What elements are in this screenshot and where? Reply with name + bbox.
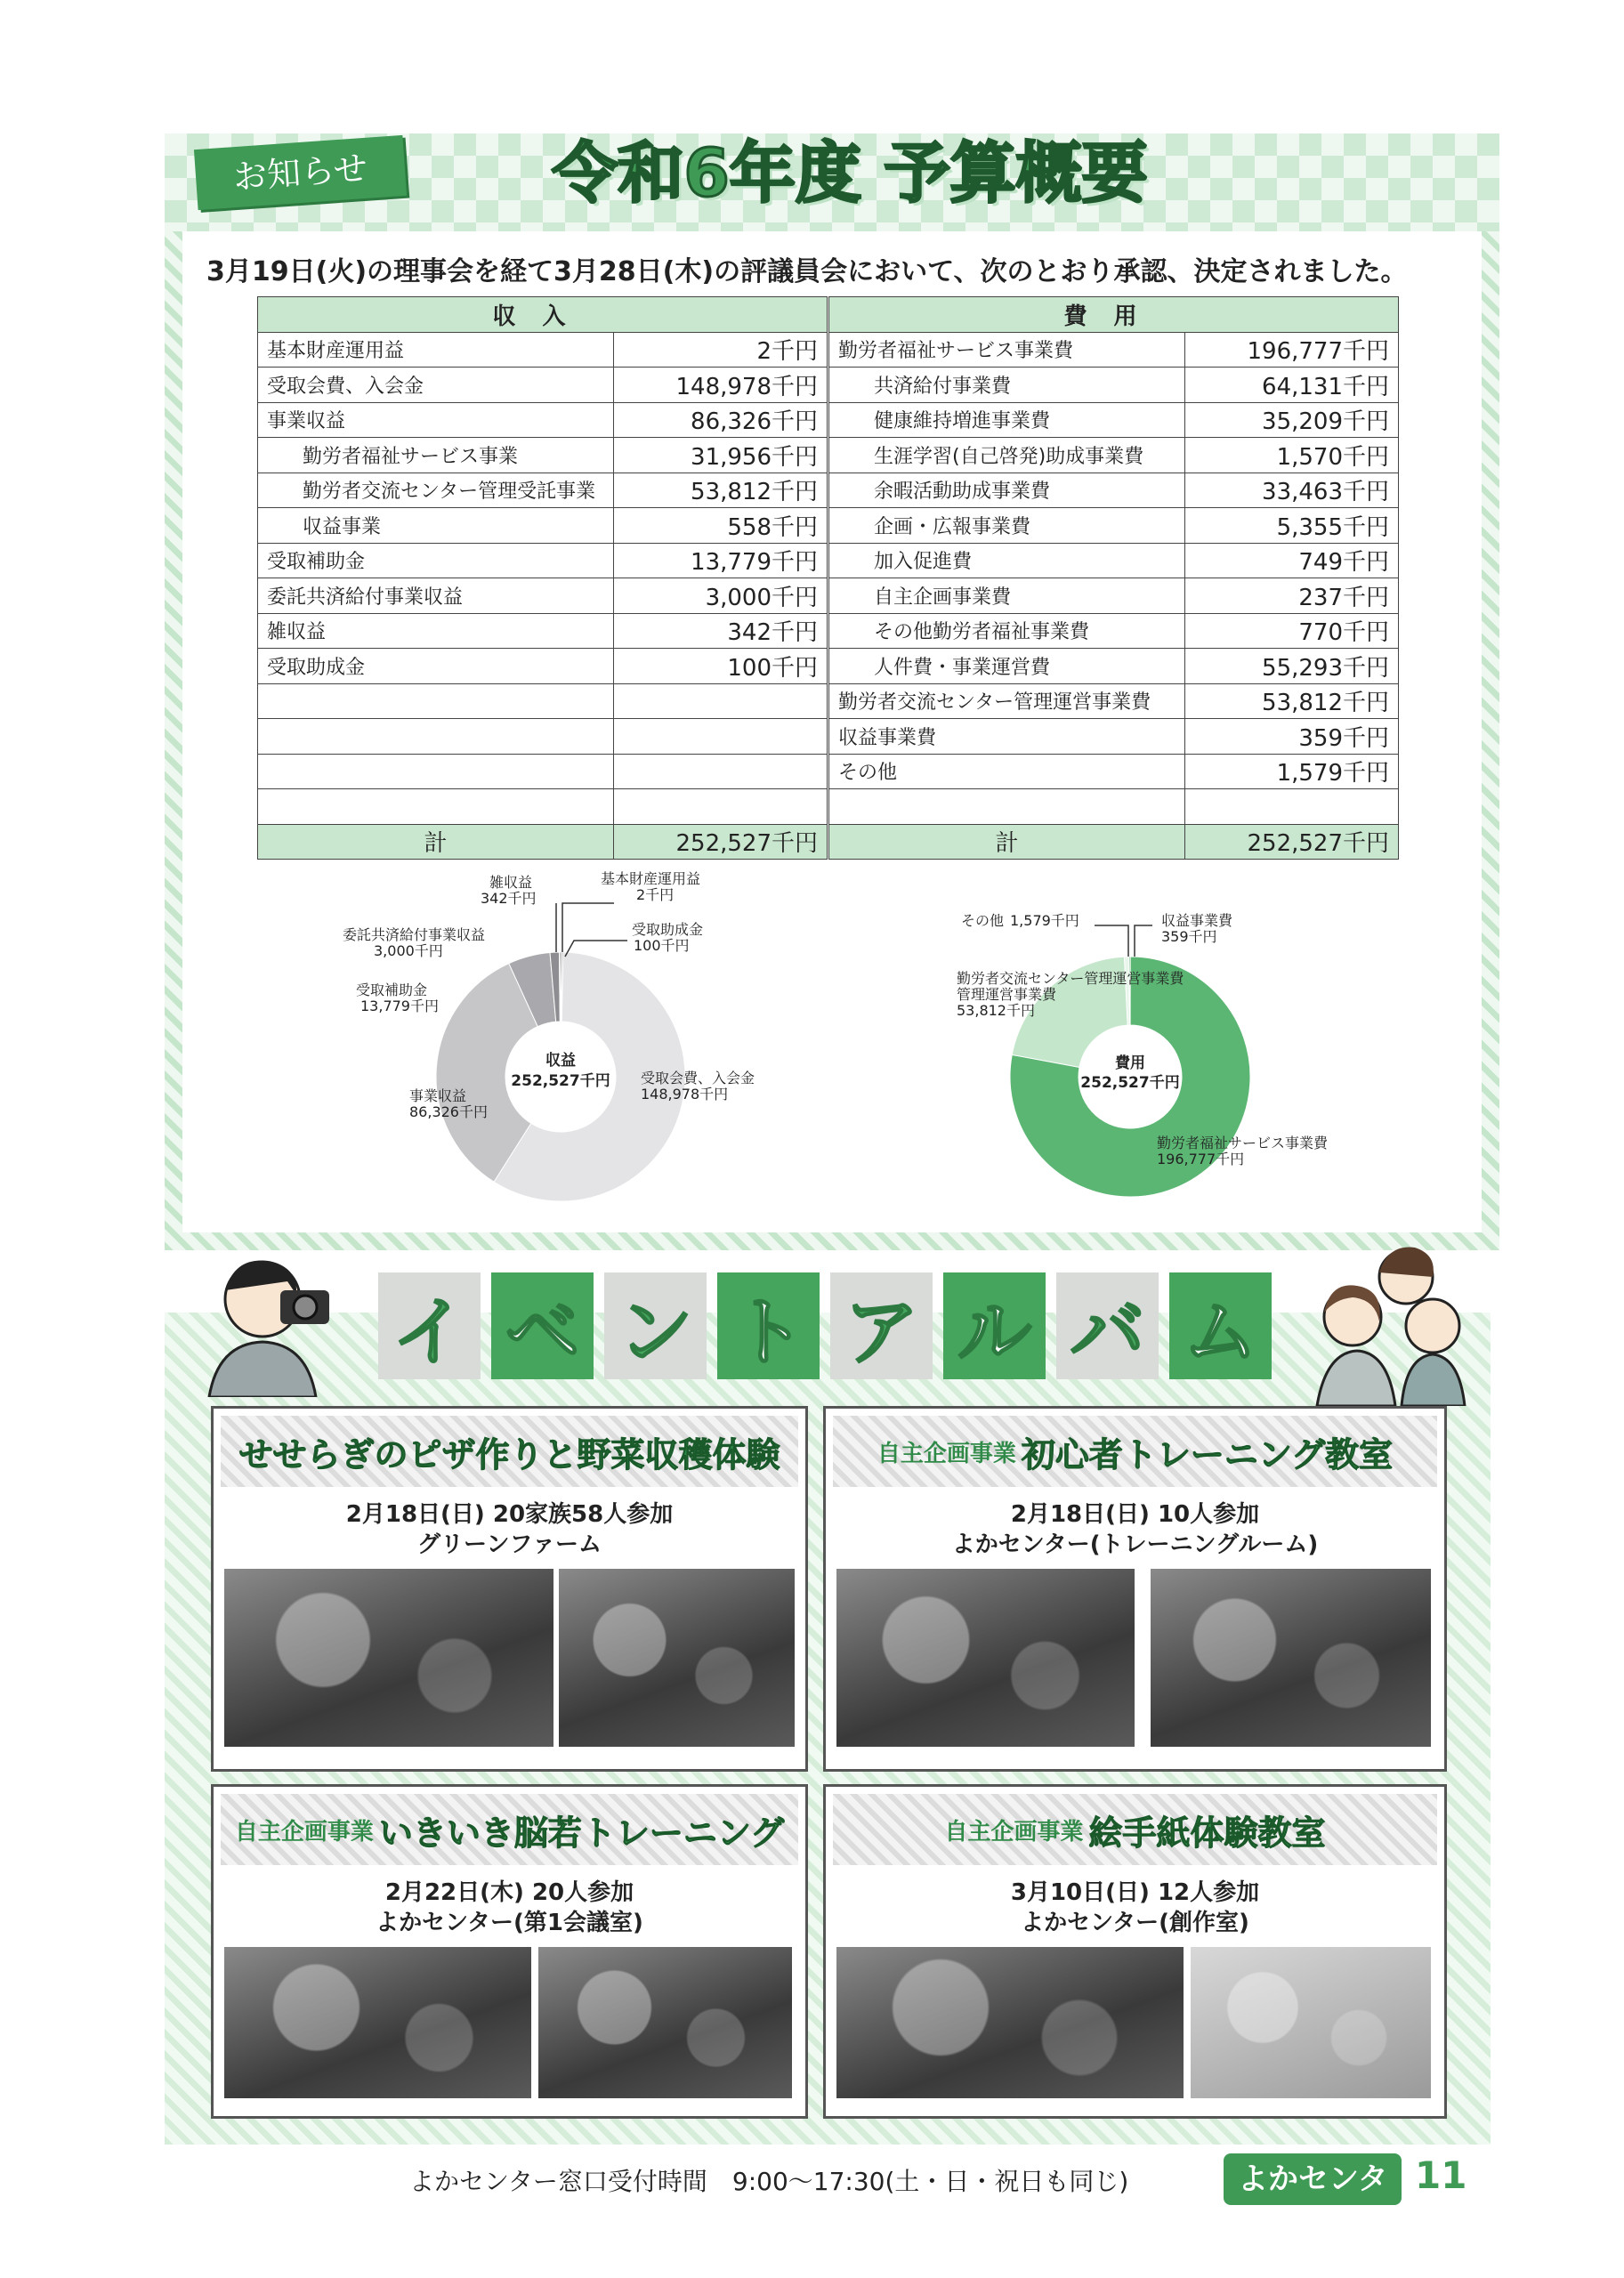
expense-label: 自主企画事業費 bbox=[829, 578, 1185, 614]
leader-line bbox=[562, 903, 614, 952]
expense-label: その他勤労者福祉事業費 bbox=[829, 613, 1185, 649]
donut-slice bbox=[1129, 957, 1130, 1025]
yoka-center-logo: よかセンター bbox=[1224, 2153, 1402, 2205]
event-title: 絵手紙体験教室 bbox=[1088, 1813, 1326, 1853]
income-table bbox=[257, 296, 828, 860]
event-photo bbox=[224, 1569, 553, 1747]
income-slice-label: 事業収益 bbox=[409, 1087, 467, 1104]
income-total-label: 計 bbox=[258, 824, 614, 860]
event-place: よかセンター(第1会議室) bbox=[376, 1910, 643, 1936]
lead-text: 3月19日(火)の理事会を経て3月28日(木)の評議員会において、次のとおり承認、決定されました。 bbox=[206, 256, 1408, 287]
footer-hours: よかセンター窓口受付時間 9:00～17:30(土・日・祝日も同じ) bbox=[409, 2167, 1129, 2196]
event-place: グリーンファーム bbox=[417, 1531, 602, 1558]
expense-label: その他 bbox=[829, 754, 1185, 789]
expense-value: 33,463千円 bbox=[1185, 473, 1399, 508]
income-label: 勤労者交流センター管理受託事業 bbox=[258, 473, 614, 508]
income-header: 収入 bbox=[258, 297, 828, 333]
expense-label: 勤労者交流センター管理運営事業費 bbox=[829, 683, 1185, 719]
income-center-label: 収益 bbox=[545, 1052, 576, 1070]
income-label: 事業収益 bbox=[258, 402, 614, 438]
expense-total-label: 計 bbox=[829, 824, 1185, 860]
income-slice-value: 342千円 bbox=[481, 890, 537, 907]
event-prefix: 自主企画事業 bbox=[234, 1818, 374, 1846]
album-title bbox=[378, 1272, 1272, 1384]
income-slice-value: 86,326千円 bbox=[409, 1103, 488, 1120]
leader-line bbox=[1135, 925, 1152, 957]
income-label: 委託共済給付事業収益 bbox=[258, 578, 614, 614]
income-value: 86,326千円 bbox=[614, 402, 828, 438]
income-value: 100千円 bbox=[614, 649, 828, 684]
expense-value: 196,777千円 bbox=[1185, 332, 1399, 368]
income-slice-value: 2千円 bbox=[636, 886, 675, 903]
expense-value: 53,812千円 bbox=[1185, 683, 1399, 719]
income-center-value: 252,527千円 bbox=[511, 1072, 610, 1090]
expense-value: 35,209千円 bbox=[1185, 402, 1399, 438]
expense-center-value: 252,527千円 bbox=[1080, 1074, 1180, 1092]
expense-slice-label: 勤労者交流センター管理運営事業費 bbox=[957, 970, 1184, 987]
income-label: 受取会費、入会金 bbox=[258, 368, 614, 403]
expense-donut-chart bbox=[952, 903, 1450, 1224]
event-place: よかセンター(創作室) bbox=[1021, 1910, 1249, 1936]
album-title-char: ン bbox=[604, 1272, 707, 1379]
expense-slice-value: 53,812千円 bbox=[957, 1002, 1035, 1019]
event-place: よかセンター(トレーニングルーム) bbox=[951, 1531, 1319, 1558]
event-card bbox=[823, 1784, 1447, 2119]
expense-slice-label: その他 bbox=[961, 912, 1005, 929]
event-card bbox=[211, 1784, 808, 2119]
empty-cell bbox=[258, 683, 614, 719]
album-title-char: バ bbox=[1056, 1272, 1159, 1379]
income-donut-chart bbox=[320, 868, 819, 1224]
empty-cell bbox=[258, 789, 614, 825]
photographer-illustration bbox=[200, 1246, 351, 1397]
empty-cell bbox=[258, 719, 614, 755]
income-value: 53,812千円 bbox=[614, 473, 828, 508]
income-slice-value: 148,978千円 bbox=[641, 1086, 729, 1103]
income-value: 148,978千円 bbox=[614, 368, 828, 403]
income-label: 勤労者福祉サービス事業 bbox=[258, 438, 614, 473]
expense-slice-value: 196,777千円 bbox=[1157, 1151, 1245, 1167]
empty-cell bbox=[614, 719, 828, 755]
expense-label: 健康維持増進事業費 bbox=[829, 402, 1185, 438]
income-slice-label: 受取助成金 bbox=[632, 921, 704, 938]
event-photo bbox=[559, 1569, 795, 1747]
album-title-char: ル bbox=[943, 1272, 1046, 1379]
page-number: 11 bbox=[1415, 2153, 1467, 2197]
page-title: 令和6年度 予算概要 bbox=[552, 135, 1148, 212]
expense-value: 5,355千円 bbox=[1185, 508, 1399, 544]
expense-header: 費用 bbox=[829, 297, 1399, 333]
expense-value: 770千円 bbox=[1185, 613, 1399, 649]
album-title-char: ム bbox=[1169, 1272, 1272, 1379]
expense-value: 1,570千円 bbox=[1185, 438, 1399, 473]
expense-value: 64,131千円 bbox=[1185, 368, 1399, 403]
expense-slice-label: 勤労者福祉サービス事業費 bbox=[1157, 1135, 1329, 1151]
income-value: 342千円 bbox=[614, 613, 828, 649]
event-title: 初心者トレーニング教室 bbox=[1021, 1434, 1394, 1474]
expense-label: 収益事業費 bbox=[829, 719, 1185, 755]
album-title-char: イ bbox=[378, 1272, 481, 1379]
expense-value: 749千円 bbox=[1185, 543, 1399, 578]
empty-cell bbox=[614, 683, 828, 719]
expense-slice-label: 収益事業費 bbox=[1161, 912, 1233, 929]
expense-center-label: 費用 bbox=[1115, 1054, 1145, 1072]
empty-cell bbox=[258, 754, 614, 789]
album-title-char: ア bbox=[830, 1272, 933, 1379]
empty-cell bbox=[614, 789, 828, 825]
expense-value: 359千円 bbox=[1185, 719, 1399, 755]
expense-slice-value: 1,579千円 bbox=[1010, 912, 1079, 929]
event-card bbox=[211, 1406, 808, 1772]
income-value: 558千円 bbox=[614, 508, 828, 544]
expense-label: 加入促進費 bbox=[829, 543, 1185, 578]
income-slice-value: 100千円 bbox=[634, 937, 690, 954]
expense-slice-value: 359千円 bbox=[1161, 928, 1217, 945]
event-date: 3月10日(日) 12人参加 bbox=[1010, 1879, 1260, 1906]
expense-label: 余暇活動助成事業費 bbox=[829, 473, 1185, 508]
income-total-value: 252,527千円 bbox=[614, 824, 828, 860]
event-card-header bbox=[221, 1416, 798, 1487]
income-slice-value: 3,000千円 bbox=[374, 942, 443, 959]
event-title: いきいき脳若トレーニング bbox=[378, 1813, 785, 1853]
expense-label: 人件費・事業運営費 bbox=[829, 649, 1185, 684]
event-photo bbox=[836, 1569, 1135, 1747]
expense-sublabel: 管理運営事業費 bbox=[957, 986, 1057, 1003]
income-slice-value: 13,779千円 bbox=[360, 998, 439, 1014]
event-prefix: 自主企画事業 bbox=[944, 1818, 1084, 1846]
income-label: 収益事業 bbox=[258, 508, 614, 544]
event-card-header bbox=[221, 1794, 798, 1865]
expense-label: 勤労者福祉サービス事業費 bbox=[829, 332, 1185, 368]
event-card-header bbox=[833, 1794, 1437, 1865]
family-illustration bbox=[1290, 1237, 1468, 1406]
expense-label: 企画・広報事業費 bbox=[829, 508, 1185, 544]
income-slice-label: 委託共済給付事業収益 bbox=[343, 926, 486, 943]
expense-value: 55,293千円 bbox=[1185, 649, 1399, 684]
album-title-char: ト bbox=[717, 1272, 820, 1379]
leader-line bbox=[1095, 925, 1128, 957]
event-photo bbox=[538, 1947, 792, 2098]
expense-total-value: 252,527千円 bbox=[1185, 824, 1399, 860]
income-value: 13,779千円 bbox=[614, 543, 828, 578]
empty-cell bbox=[829, 789, 1185, 825]
expense-value: 1,579千円 bbox=[1185, 754, 1399, 789]
empty-cell bbox=[1185, 789, 1399, 825]
income-value: 31,956千円 bbox=[614, 438, 828, 473]
income-label: 受取助成金 bbox=[258, 649, 614, 684]
expense-label: 生涯学習(自己啓発)助成事業費 bbox=[829, 438, 1185, 473]
event-card bbox=[823, 1406, 1447, 1772]
event-date: 2月18日(日) 20家族58人参加 bbox=[345, 1501, 674, 1528]
event-prefix: 自主企画事業 bbox=[877, 1440, 1016, 1467]
income-value: 2千円 bbox=[614, 332, 828, 368]
notice-tag: お知らせ bbox=[194, 135, 407, 210]
income-slice-label: 基本財産運用益 bbox=[601, 870, 701, 887]
income-label: 基本財産運用益 bbox=[258, 332, 614, 368]
event-photo bbox=[1191, 1947, 1431, 2098]
income-slice-label: 受取補助金 bbox=[356, 981, 428, 998]
event-date: 2月18日(日) 10人参加 bbox=[1010, 1501, 1260, 1528]
event-photo bbox=[836, 1947, 1184, 2098]
expense-table bbox=[828, 296, 1399, 860]
income-slice-label: 雑収益 bbox=[489, 874, 533, 891]
event-photo bbox=[1151, 1569, 1431, 1747]
expense-label: 共済給付事業費 bbox=[829, 368, 1185, 403]
event-photo bbox=[224, 1947, 531, 2098]
income-value: 3,000千円 bbox=[614, 578, 828, 614]
income-label: 受取補助金 bbox=[258, 543, 614, 578]
income-label: 雑収益 bbox=[258, 613, 614, 649]
event-title: せせらぎのピザ作りと野菜収穫体験 bbox=[238, 1434, 780, 1474]
empty-cell bbox=[614, 754, 828, 789]
album-title-char: ベ bbox=[491, 1272, 594, 1379]
event-date: 2月22日(木) 20人参加 bbox=[384, 1879, 634, 1906]
event-card-header bbox=[833, 1416, 1437, 1487]
income-slice-label: 受取会費、入会金 bbox=[641, 1070, 755, 1086]
expense-value: 237千円 bbox=[1185, 578, 1399, 614]
